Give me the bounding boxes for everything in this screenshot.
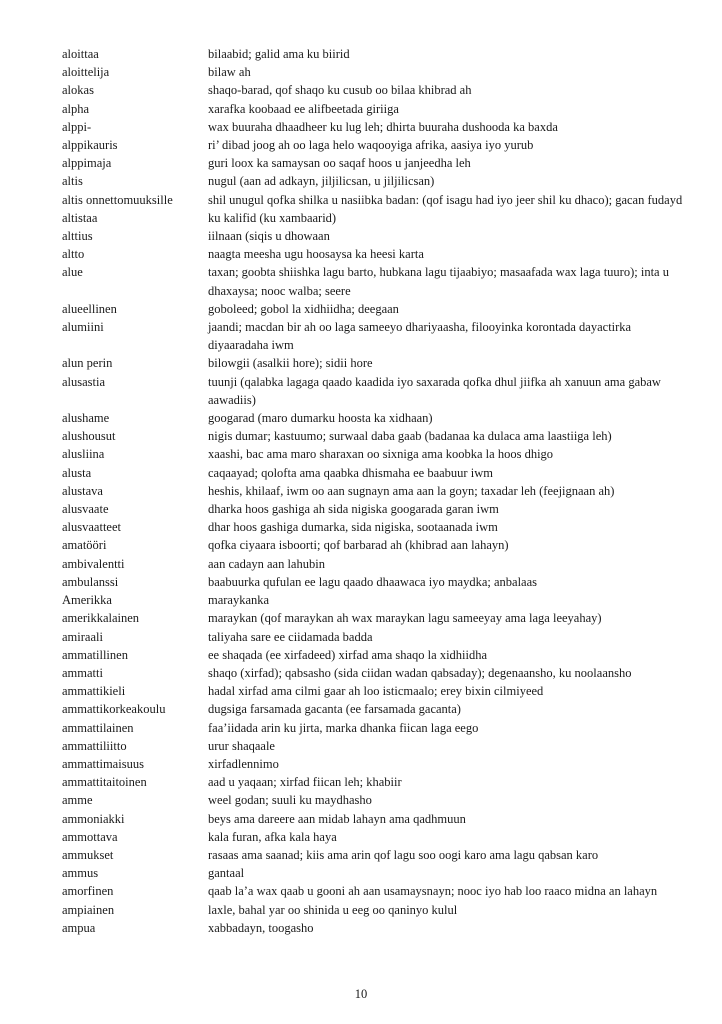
entry-definition: xarafka koobaad ee alifbeetada giriiga [208, 101, 399, 116]
entry-term: amerikkalainen [62, 611, 140, 626]
dictionary-entry [62, 737, 684, 755]
dictionary-entry [62, 300, 684, 318]
entry-term: aloittaa [62, 47, 99, 61]
dictionary-entry [62, 482, 684, 500]
entry-term: ammattimaisuus [62, 756, 144, 771]
entry-definition: aan cadayn aan lahubin [208, 556, 325, 571]
entry-definition: maraykanka [208, 593, 270, 608]
entry-term: altis onnettomuuksille [62, 192, 173, 207]
entry-term: alttius [62, 229, 93, 244]
dictionary-entry [62, 154, 684, 172]
entry-term: alusta [62, 465, 92, 480]
entry-definition: ee shaqada (ee xirfadeed) xirfad ama shaqo la xidhiidha [208, 647, 488, 662]
entry-definition: nugul (aan ad adkayn, jiljilicsan, u jiljilicsan) [208, 174, 435, 189]
dictionary-entry [62, 646, 684, 664]
dictionary-entry [62, 427, 684, 445]
entry-term: alue [62, 265, 83, 280]
entry-definition: googarad (maro dumarku hoosta ka xidhaan) [208, 411, 433, 426]
entry-term: alueellinen [62, 301, 117, 316]
entry-term: alppi- [62, 119, 92, 134]
entry-term: alumiini [62, 320, 104, 335]
entry-definition: beys ama dareere aan midab lahayn ama qadhmuun [208, 811, 466, 826]
dictionary-entry [62, 882, 684, 900]
entry-term: ampua [62, 920, 96, 935]
entry-definition: taliyaha sare ee ciidamada badda [208, 629, 373, 644]
dictionary-entry [62, 901, 684, 919]
entry-definition: tuunji (qalabka lagaga qaado kaadida iyo saxarada qofka dhul jiifka ah xanuun ama gabaw aawadiis) [208, 374, 661, 407]
dictionary-entry [62, 664, 684, 682]
entry-definition: baabuurka qufulan ee lagu qaado dhaawaca iyo maydka; anbalaas [208, 574, 538, 589]
dictionary-entry [62, 354, 684, 372]
dictionary-entry [62, 100, 684, 118]
dictionary-entry [62, 573, 684, 591]
dictionary-entry [62, 500, 684, 518]
entry-definition: gantaal [208, 866, 245, 881]
dictionary-entry [62, 409, 684, 427]
entry-definition: kala furan, afka kala haya [208, 829, 337, 844]
entry-definition: bilaw ah [208, 65, 251, 80]
dictionary-entry [62, 191, 684, 209]
entry-definition: xabbadayn, toogasho [208, 920, 314, 935]
dictionary-entry [62, 773, 684, 791]
entry-term: amiraali [62, 629, 103, 644]
dictionary-entry [62, 172, 684, 190]
dictionary-entry [62, 591, 684, 609]
dictionary-entry [62, 555, 684, 573]
entry-definition: jaandi; macdan bir ah oo laga sameeyo dhariyaasha, filooyinka korontada dayactirka diyaaradaha iwm [208, 320, 632, 353]
entry-term: ammukset [62, 847, 114, 862]
entry-definition: bilowgii (asalkii hore); sidii hore [208, 356, 373, 371]
entry-definition: xaashi, bac ama maro sharaxan oo sixniga ama koobka la hoos dhigo [208, 447, 554, 462]
entry-definition: taxan; goobta shiishka lagu barto, hubkana lagu tijaabiyo; masaafada wax laga tuuro); inta u dhaxaysa; nooc walba; seere [208, 265, 669, 298]
dictionary-entry [62, 373, 684, 409]
entry-term: altis [62, 174, 83, 189]
dictionary-entry [62, 719, 684, 737]
dictionary-entry [62, 536, 684, 554]
dictionary-entry [62, 209, 684, 227]
dictionary-entry [62, 227, 684, 245]
entry-definition: bilaabid; galid ama ku biirid [208, 47, 350, 61]
entry-term: ammattitaitoinen [62, 775, 147, 790]
dictionary-entry [62, 609, 684, 627]
entry-definition: dhar hoos gashiga dumarka, sida nigiska, sootaanada iwm [208, 520, 498, 535]
entry-term: ammattiliitto [62, 738, 127, 753]
entry-definition: rasaas ama saanad; kiis ama arin qof lagu soo oogi karo ama lagu qabsan karo [208, 847, 599, 862]
entry-term: alusvaate [62, 502, 109, 517]
entry-definition: xirfadlennimo [208, 756, 279, 771]
dictionary-entry [62, 864, 684, 882]
entry-definition: dugsiga farsamada gacanta (ee farsamada gacanta) [208, 702, 461, 717]
entry-definition: shil unugul qofka shilka u nasiibka badan: (qof isagu had iyo jeer shil ku dhaco); gacan fudayd [208, 192, 683, 207]
entry-definition: caqaayad; qolofta ama qaabka dhismaha ee baabuur iwm [208, 465, 493, 480]
entry-definition: iilnaan (siqis u dhowaan [208, 229, 330, 244]
dictionary-entry [62, 828, 684, 846]
entry-term: alusvaatteet [62, 520, 121, 535]
dictionary-entry [62, 63, 684, 81]
entry-list [62, 45, 684, 937]
entry-term: ammus [62, 866, 99, 881]
dictionary-entry [62, 245, 684, 263]
entry-definition: nigis dumar; kastuumo; surwaal daba gaab (badanaa ka dulaca ama laastiiga leh) [208, 429, 612, 444]
entry-term: ammattikorkeakoulu [62, 702, 166, 717]
entry-term: Amerikka [62, 593, 112, 608]
entry-term: alokas [62, 83, 94, 98]
dictionary-entry [62, 464, 684, 482]
entry-definition: ri’ dibad joog ah oo laga helo waqooyiga afrika, aasiya iyo yurub [208, 138, 534, 153]
entry-term: alustava [62, 483, 103, 498]
entry-term: alppikauris [62, 138, 118, 153]
entry-term: amme [62, 793, 93, 808]
entry-term: alun perin [62, 356, 113, 371]
entry-term: ampiainen [62, 902, 115, 917]
entry-term: ammoniakki [62, 811, 125, 826]
dictionary-entry [62, 263, 684, 299]
dictionary-entry [62, 136, 684, 154]
entry-definition: shaqo (xirfad); qabsasho (sida ciidan wadan qabsaday); degenaansho, ku noolaansho [208, 665, 632, 680]
entry-term: ammatillinen [62, 647, 128, 662]
entry-definition: heshis, khilaaf, iwm oo aan sugnayn ama aan la goyn; taxadar leh (feejignaan ah) [208, 483, 615, 498]
entry-term: alusastia [62, 374, 106, 389]
entry-definition: dharka hoos gashiga ah sida nigiska googarada garan iwm [208, 502, 499, 517]
entry-definition: ku kalifid (ku xambaarid) [208, 210, 337, 225]
entry-definition: weel godan; suuli ku maydhasho [208, 793, 372, 808]
entry-term: amorfinen [62, 884, 114, 899]
entry-definition: goboleed; gobol la xidhiidha; deegaan [208, 301, 399, 316]
entry-term: amatööri [62, 538, 107, 553]
dictionary-entry [62, 846, 684, 864]
entry-definition: shaqo-barad, qof shaqo ku cusub oo bilaa khibrad ah [208, 83, 472, 98]
entry-definition: naagta meesha ugu hoosaysa ka heesi karta [208, 247, 424, 262]
dictionary-entry [62, 791, 684, 809]
entry-definition: wax buuraha dhaadheer ku lug leh; dhirta buuraha dushooda ka baxda [208, 119, 558, 134]
dictionary-entry [62, 755, 684, 773]
entry-term: altistaa [62, 210, 98, 225]
entry-definition: faa’iidada arin ku jirta, marka dhanka fiican laga eego [208, 720, 479, 735]
entry-definition: urur shaqaale [208, 738, 275, 753]
entry-term: alpha [62, 101, 90, 116]
dictionary-entry [62, 628, 684, 646]
dictionary-entry [62, 682, 684, 700]
dictionary-entry [62, 810, 684, 828]
entry-term: ammottava [62, 829, 118, 844]
entry-term: alusliina [62, 447, 105, 462]
entry-definition: hadal xirfad ama cilmi gaar ah loo isticmaalo; erey bixin cilmiyeed [208, 684, 544, 699]
dictionary-entry [62, 318, 684, 354]
entry-term: aloittelija [62, 65, 110, 80]
entry-definition: guri loox ka samaysan oo saqaf hoos u janjeedha leh [208, 156, 471, 171]
page-number: 10 [354, 987, 368, 1001]
entry-term: ammattilainen [62, 720, 134, 735]
entry-term: ammatti [62, 665, 103, 680]
entry-term: alppimaja [62, 156, 112, 171]
dictionary-entry [62, 45, 684, 63]
entry-term: alushame [62, 411, 110, 426]
dictionary-entry [62, 81, 684, 99]
entry-term: ambivalentti [62, 556, 125, 571]
dictionary-entry [62, 118, 684, 136]
dictionary-entry [62, 919, 684, 937]
entry-definition: maraykan (qof maraykan ah wax maraykan lagu sameeyay ama laga leeyahay) [208, 611, 602, 626]
entry-definition: qaab la’a wax qaab u gooni ah aan usamaysnayn; nooc iyo hab loo raaco midna an lahayn [208, 884, 658, 899]
entry-term: altto [62, 247, 85, 262]
entry-definition: qofka ciyaara isboorti; qof barbarad ah (khibrad aan lahayn) [208, 538, 509, 553]
dictionary-entry [62, 700, 684, 718]
entry-definition: laxle, bahal yar oo shinida u eeg oo qaninyo kulul [208, 902, 458, 917]
entry-term: ammattikieli [62, 684, 126, 699]
dictionary-entry [62, 518, 684, 536]
dictionary-entry [62, 445, 684, 463]
entry-term: ambulanssi [62, 574, 119, 589]
entry-definition: aad u yaqaan; xirfad fiican leh; khabiir [208, 775, 402, 790]
entry-term: alushousut [62, 429, 116, 444]
